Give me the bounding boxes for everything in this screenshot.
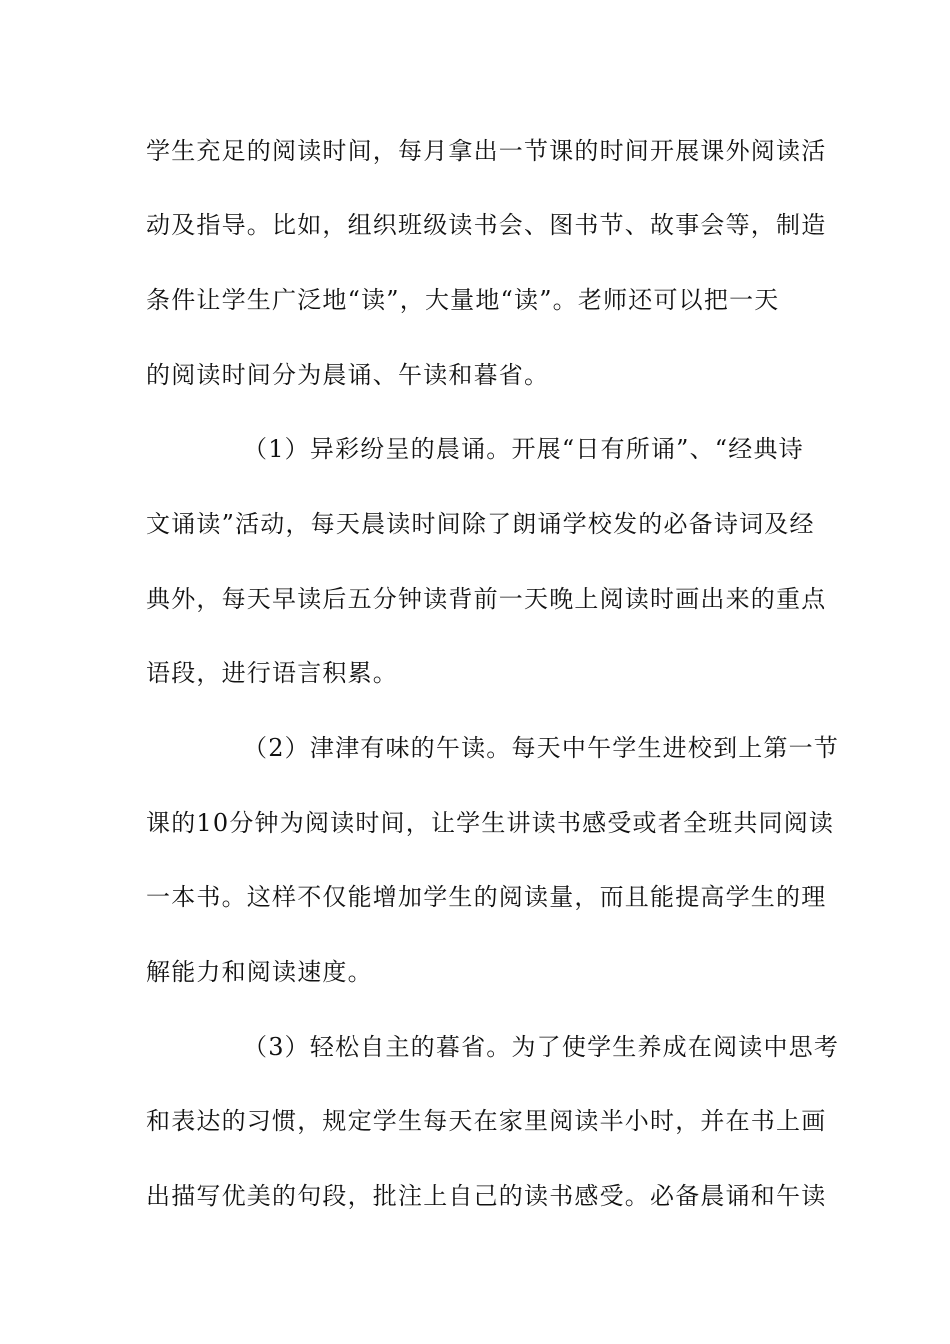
paragraph-line-14: 和表达的习惯，规定学生每天在家里阅读半小时，并在书上画 (146, 1107, 827, 1135)
paragraph-line-3: 条件让学生广泛地“读”，大量地“读”。老师还可以把一天 (146, 286, 780, 314)
paragraph-line-5: （1）异彩纷呈的晨诵。开展“日有所诵”、“经典诗 (243, 435, 804, 463)
paragraph-line-13: （3）轻松自主的暮省。为了使学生养成在阅读中思考 (243, 1033, 840, 1061)
paragraph-line-4: 的阅读时间分为晨诵、午读和暮省。 (146, 361, 550, 389)
paragraph-line-12: 解能力和阅读速度。 (146, 958, 373, 986)
paragraph-line-8: 语段，进行语言积累。 (146, 659, 398, 687)
paragraph-line-11: 一本书。这样不仅能增加学生的阅读量，而且能提高学生的理 (146, 883, 827, 911)
paragraph-line-1: 学生充足的阅读时间，每月拿出一节课的时间开展课外阅读活 (146, 137, 827, 165)
paragraph-line-15: 出描写优美的句段，批注上自己的读书感受。必备晨诵和午读 (146, 1182, 827, 1210)
paragraph-line-7: 典外，每天早读后五分钟读背前一天晚上阅读时画出来的重点 (146, 585, 827, 613)
paragraph-line-6: 文诵读”活动，每天晨读时间除了朗诵学校发的必备诗词及经 (146, 510, 815, 538)
paragraph-line-2: 动及指导。比如，组织班级读书会、图书节、故事会等，制造 (146, 211, 827, 239)
paragraph-line-9: （2）津津有味的午读。每天中午学生进校到上第一节 (243, 734, 840, 762)
paragraph-line-10: 课的10分钟为阅读时间，让学生讲读书感受或者全班共同阅读 (146, 809, 835, 837)
